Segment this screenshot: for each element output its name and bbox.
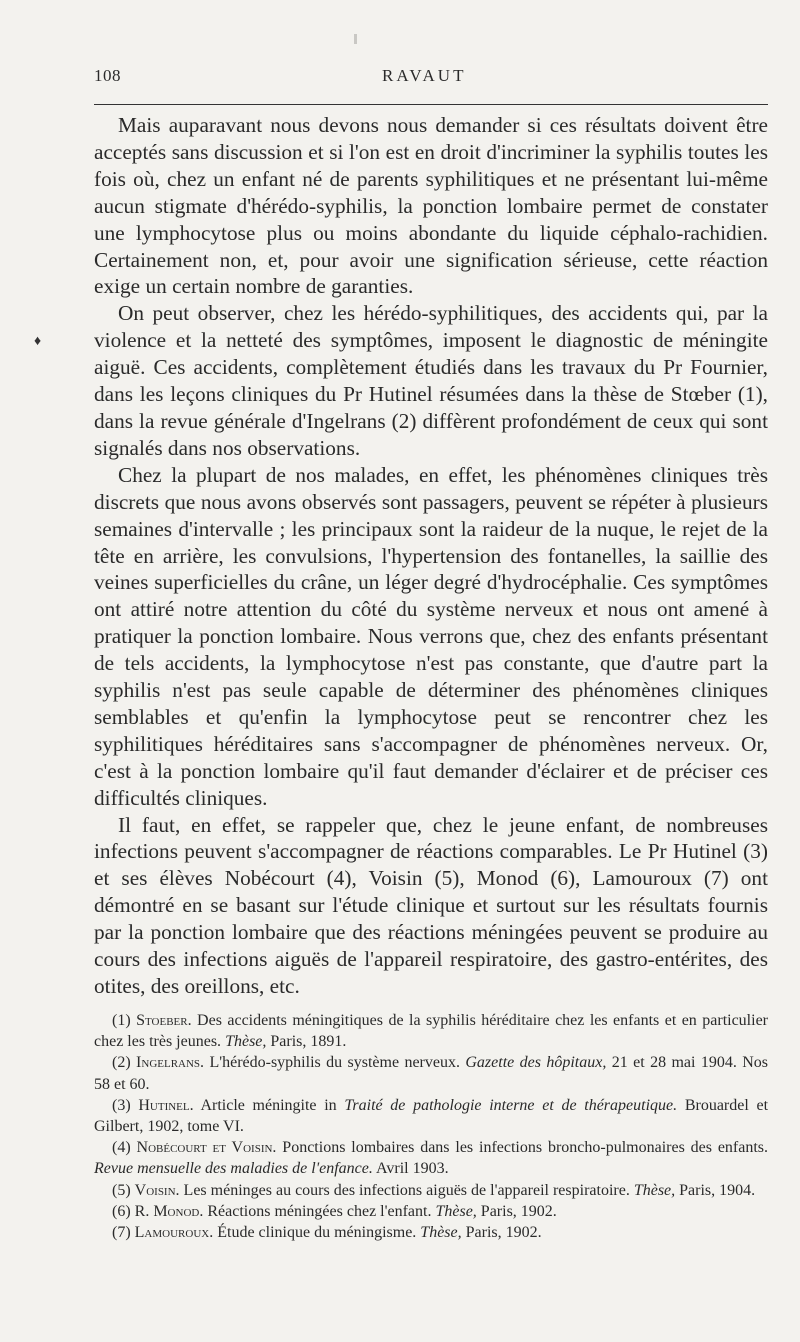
- footnote-author: Nobécourt et Voisin.: [136, 1139, 277, 1157]
- margin-mark: ♦: [34, 334, 42, 349]
- footnote-number: (1): [112, 1012, 131, 1029]
- footnotes: [94, 1010, 768, 1243]
- footnote-author: Hutinel.: [138, 1096, 194, 1114]
- footnote-source: Thèse,: [435, 1202, 477, 1220]
- footnote-tail: Paris, 1891.: [270, 1033, 347, 1051]
- footnote-source: Thèse,: [420, 1224, 462, 1242]
- footnote-tail: Paris, 1902.: [465, 1224, 542, 1242]
- footnote: [94, 1222, 768, 1243]
- footnote-number: (5): [112, 1181, 131, 1199]
- footnote-text: Des accidents méningitiques de la syphilis héréditaire chez les enfants et en particulier chez les très jeunes.: [94, 1012, 769, 1051]
- footnote-source: Thèse,: [225, 1033, 267, 1051]
- footnote-text: Article méningite in: [200, 1096, 337, 1114]
- print-mark: [354, 34, 357, 44]
- footnote-text: Ponctions lombaires dans les infections broncho-pulmonaires des enfants.: [282, 1139, 769, 1157]
- paragraph: Il faut, en effet, se rappeler que, chez le jeune enfant, de nombreuses infections peuvent s'accompagner de réactions comparables. Le Pr Hutinel (3) et ses élèves Nobécourt (4), Voisin (5), Monod (6), Lamouroux (7) ont démontré en se basant sur l'étude clinique et surtout sur les résultats fournis par la ponction lombaire que des réactions méningées peuvent se produire au cours des infections aiguës de l'appareil respiratoire, des gastro-entérites, des otites, des oreillons, etc.: [94, 812, 768, 998]
- footnote: [94, 1010, 768, 1052]
- footnote-source: Gazette des hôpitaux,: [465, 1054, 607, 1072]
- running-head: [94, 66, 768, 96]
- footnote-number: (4): [112, 1139, 131, 1157]
- footnote-tail: Paris, 1904.: [679, 1181, 756, 1199]
- footnote-author: Voisin.: [134, 1181, 180, 1199]
- paragraph: Chez la plupart de nos malades, en effet, les phénomènes cliniques très discrets que nous avons observés sont passagers, peuvent se répéter à plusieurs semaines d'intervalle ; les principaux sont la raideur de la nuque, le rejet de la tête en arrière, les convulsions, l'hypertension des fontanelles, la saillie des veines superficielles du crâne, un léger degré d'hydrocéphalie. Ces symptômes ont attiré notre attention du côté du système nerveux et nous ont amené à pratiquer la ponction lombaire. Nous verrons que, chez des enfants présentant de tels accidents, la lymphocytose n'est pas constante, que d'autre part la syphilis n'est pas seule capable de déterminer des phénomènes cliniques semblables et qu'enfin la lymphocytose peut se rencontrer chez les syphilitiques héréditaires sans s'accompagner de phénomènes nerveux. Or, c'est à la ponction lombaire qu'il faut demander d'éclairer et de préciser ces difficultés cliniques.: [94, 462, 768, 810]
- footnote-text: Réactions méningées chez l'enfant.: [207, 1202, 432, 1220]
- footnote: [94, 1180, 768, 1201]
- footnote-number: (7): [112, 1224, 131, 1242]
- footnote-number: (2): [112, 1054, 131, 1072]
- footnote-author: R. Monod.: [134, 1202, 204, 1220]
- footnote-number: (3): [112, 1096, 131, 1114]
- footnote-number: (6): [112, 1202, 131, 1220]
- footnote: [94, 1052, 768, 1094]
- footnote-text: Étude clinique du méningisme.: [217, 1224, 417, 1242]
- footnote-author: Stoeber.: [136, 1012, 192, 1029]
- page-number: 108: [94, 66, 121, 85]
- footnote-tail: 21 et 28 mai 1904. Nos 58 et 60.: [94, 1054, 769, 1093]
- footnote-tail: Avril 1903.: [376, 1160, 449, 1178]
- footnote-tail: Brouardel et Gilbert, 1902, tome VI.: [94, 1096, 769, 1136]
- paragraph: Mais auparavant nous devons nous demander si ces résultats doivent être acceptés sans discussion et si l'on est en droit d'incriminer la syphilis toutes les fois où, chez un enfant né de parents syphilitiques et ne présentant lui-même aucun stigmate d'hérédo-syphilis, la ponction lombaire permet de constater une lymphocytose plus ou moins abondante du liquide céphalo-rachidien. Certainement non, et, pour avoir une signification sérieuse, cette réaction exige un certain nombre de garanties.: [94, 113, 768, 299]
- main-text: [94, 112, 768, 1000]
- header-rule: [94, 104, 768, 105]
- footnote: [94, 1137, 768, 1179]
- footnote-text: L'hérédo-syphilis du système nerveux.: [209, 1054, 460, 1072]
- running-title: RAVAUT: [382, 66, 467, 85]
- footnote-author: Ingelrans.: [136, 1054, 205, 1072]
- footnote-source: Thèse,: [633, 1181, 676, 1199]
- footnote: [94, 1201, 768, 1222]
- footnote-tail: Paris, 1902.: [480, 1202, 557, 1220]
- paragraph: On peut observer, chez les hérédo-syphilitiques, des accidents qui, par la violence et la netteté des symptômes, imposent le diagnostic de méningite aiguë. Ces accidents, complètement étudiés dans les travaux du Pr Fournier, dans les leçons cliniques du Pr Hutinel résumées dans la thèse de Stœber (1), dans la revue générale d'Ingelrans (2) diffèrent profondément de ceux qui sont signalés dans nos observations.: [94, 301, 768, 460]
- footnote-source: Traité de pathologie interne et de thérapeutique.: [344, 1096, 678, 1114]
- footnote-source: Revue mensuelle des maladies de l'enfance.: [94, 1160, 373, 1178]
- footnote-text: Les méninges au cours des infections aiguës de l'appareil respiratoire.: [183, 1181, 630, 1199]
- footnote: [94, 1095, 768, 1137]
- footnote-author: Lamouroux.: [134, 1224, 214, 1242]
